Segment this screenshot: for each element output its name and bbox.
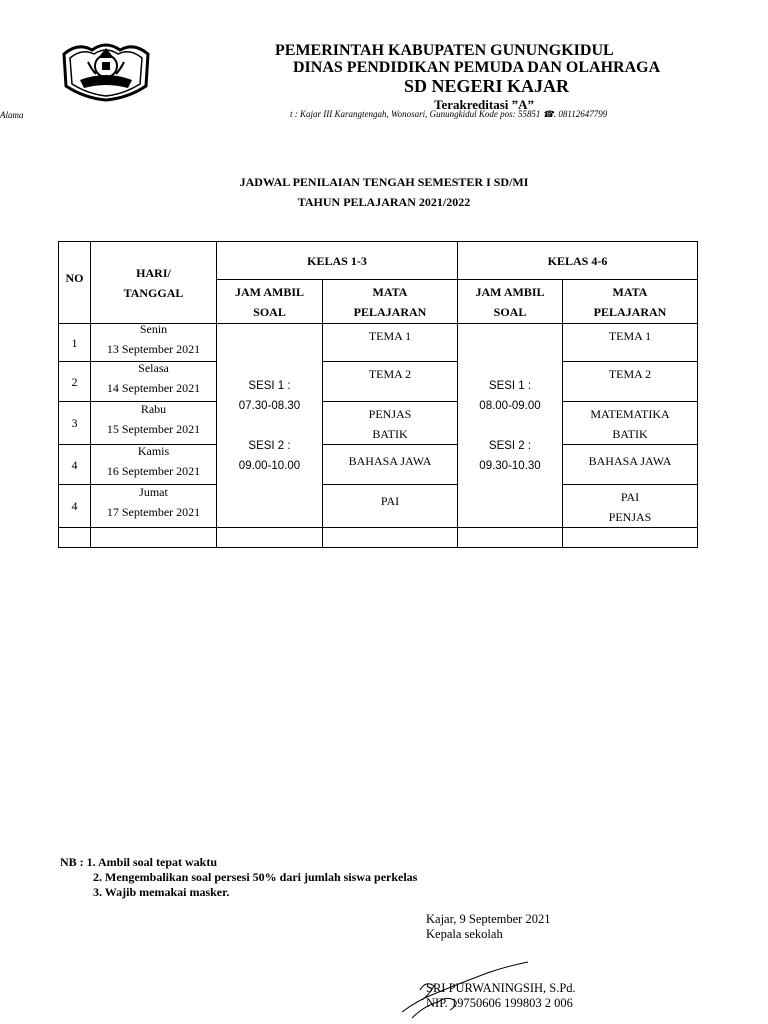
address-text: t : Kajar III Karangtengah, Wonosari, Gunungkidul Kode pos: 55851 ☎. 08112647799 [290,109,608,119]
note-item: 2. Mengembalikan soal persesi 50% dari jumlah siswa perkelas [93,870,418,884]
note-item: 3. Wajib memakai masker. [93,885,230,899]
subject-a: TEMA 1 [323,324,458,362]
signature-place-date: Kajar, 9 September 2021 [426,912,551,926]
document-title: JADWAL PENILAIAN TENGAH SEMESTER I SD/MI [239,175,529,189]
note-item: NB : 1. Ambil soal tepat waktu [60,855,218,869]
department-name: DINAS PENDIDIKAN PEMUDA DAN OLAHRAGA [293,59,661,76]
subject-a: BAHASA JAWA [323,445,458,485]
subject-a: PAI [323,485,458,528]
row-no: 2 [59,362,91,402]
row-no: 4 [59,485,91,528]
row-date: Rabu 15 September 2021 [91,402,217,445]
session-times-kelas-4-6: SESI 1 : 08.00-09.00 SESI 2 : 09.30-10.30 [458,324,563,528]
row-date: Kamis 16 September 2021 [91,445,217,485]
header-no: NO [59,242,91,324]
notes-block [60,855,417,900]
table-row [59,402,698,445]
header-kelas-1-3: KELAS 1-3 [217,242,458,280]
table-row [59,485,698,528]
header-hari-tanggal: HARI/ TANGGAL [91,242,217,324]
subject-b: TEMA 1 [563,324,698,362]
header-mapel-b: MATA PELAJARAN [563,280,698,324]
document-subtitle: TAHUN PELAJARAN 2021/2022 [297,195,471,209]
session-times-kelas-1-3: SESI 1 : 07.30-08.30 SESI 2 : 09.00-10.00 [217,324,323,528]
signature-nip: NIP. 19750606 199803 2 006 [426,996,573,1010]
header-jam-a: JAM AMBIL SOAL [217,280,323,324]
signature-name: SRI PURWANINGSIH, S.Pd. [426,981,576,995]
table-row [59,362,698,402]
subject-a: PENJAS BATIK [323,402,458,445]
table-row [59,445,698,485]
signature-position: Kepala sekolah [426,927,503,941]
header-jam-b: JAM AMBIL SOAL [458,280,563,324]
subject-b: PAI PENJAS [563,485,698,528]
address-label: Alama [0,110,24,120]
exam-schedule-table [58,241,698,548]
row-no: 4 [59,445,91,485]
row-date: Jumat 17 September 2021 [91,485,217,528]
subject-b: TEMA 2 [563,362,698,402]
row-date: Selasa 14 September 2021 [91,362,217,402]
subject-b: BAHASA JAWA [563,445,698,485]
subject-a: TEMA 2 [323,362,458,402]
row-no: 3 [59,402,91,445]
row-date: Senin 13 September 2021 [91,324,217,362]
table-row [59,324,698,362]
school-name: SD NEGERI KAJAR [404,76,570,96]
subject-b: MATEMATIKA BATIK [563,402,698,445]
header-kelas-4-6: KELAS 4-6 [458,242,698,280]
header-mapel-a: MATA PELAJARAN [323,280,458,324]
regency-emblem-icon [58,40,154,102]
government-name: PEMERINTAH KABUPATEN GUNUNGKIDUL [275,42,614,59]
accreditation: Terakreditasi ”A” [434,97,535,112]
table-row-empty [59,528,698,548]
row-no: 1 [59,324,91,362]
